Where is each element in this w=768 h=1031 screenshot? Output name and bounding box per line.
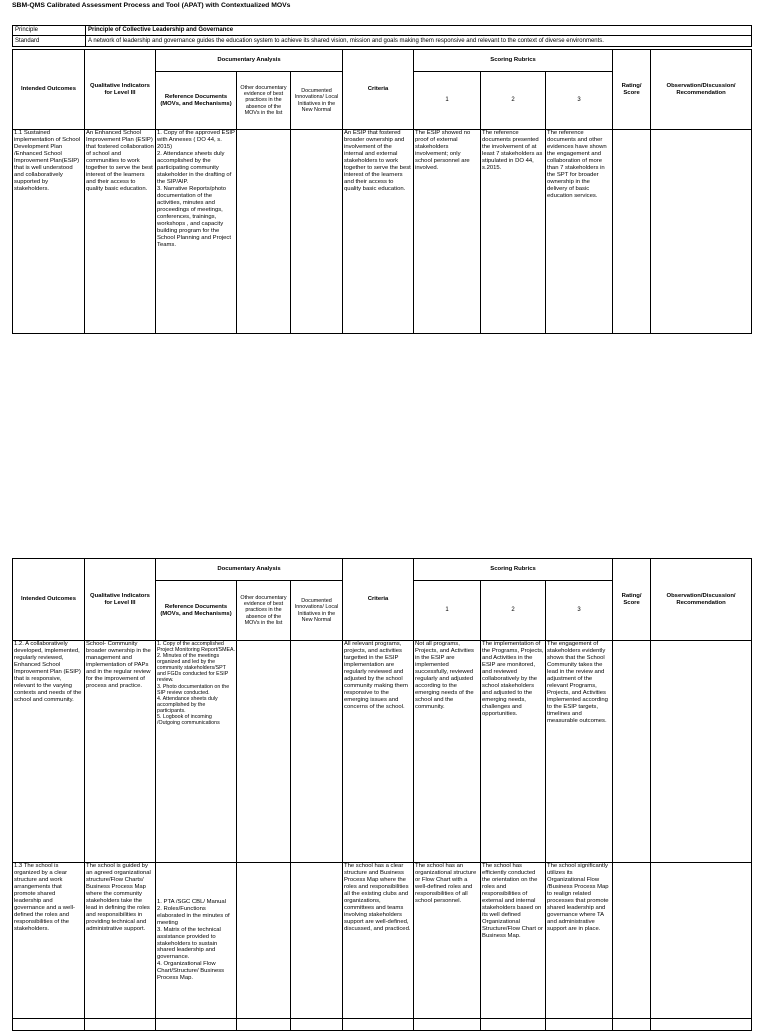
- qualitative-indicator: The school is guided by an agreed organizational structure/Flow Charts/ Business Process Map where the community stakeholders take the lead in defining the roles and responsibilities in providing technical and administrative support.: [85, 863, 156, 1019]
- document-title: SBM-QMS Calibrated Assessment Process and Tool (APAT) with Contextualized MOVs: [12, 2, 291, 9]
- innovations-cell[interactable]: [291, 641, 343, 863]
- rating-score-cell[interactable]: [613, 130, 651, 334]
- rubric-2: The school has efficiently conducted the orientation on the roles and responsibilities of external and internal stakeholders based on its well defined Organizational Structure/Flow Chart or Business Map.: [481, 863, 546, 1019]
- header-other-documentary: Other documentary evidence of best practices in the absence of the MOVs in the list: [237, 581, 291, 641]
- header-intended-outcomes: Intended Outcomes: [13, 559, 85, 641]
- qualitative-indicator: School- Community broader ownership in the management and implementation of PAPs and in the regular review for the improvement of process and practice.: [85, 641, 156, 863]
- header-score-1: 1: [414, 72, 481, 130]
- rubric-1: Not all programs, Projects, and Activities in the ESIP are implemented successfully, reviewed regularly and adjusted according to the emerging needs of the school and the community.: [414, 641, 481, 863]
- header-intended-outcomes: Intended Outcomes: [13, 50, 85, 130]
- table-row: [13, 130, 752, 334]
- header-score-3: 3: [546, 72, 613, 130]
- rubric-1: The school has an organizational structure or Flow Chart with a well-defined roles and responsibilities of all school personnel.: [414, 863, 481, 1019]
- header-score-2: 2: [481, 72, 546, 130]
- other-documentary-cell[interactable]: [237, 130, 291, 334]
- reference-documents: 1. PTA /SGC CBL/ Manual 2. Roles/Functions elaborated in the minutes of meeting 3. Matrix of the technical assistance provided to stakeholders to sustain shared leadership and governance. 4. Organizational Flow Chart/Structure/ Business Process Map.: [157, 898, 230, 982]
- header-documented-innovations: Documented Innovations/ Local Initiatives in the New Normal: [291, 581, 343, 641]
- header-rating-score: Rating/ Score: [613, 559, 651, 641]
- rubric-1: The ESIP showed no proof of external stakeholders involvement; only school personnel are involved.: [414, 130, 481, 334]
- intended-outcome: 1.3 The school is organized by a clear structure and work arrangements that promote shared leadership and governance and a well-defined the roles and responsibilities of the stakeholders.: [13, 863, 85, 1019]
- rating-score-cell[interactable]: [613, 641, 651, 863]
- header-documented-innovations: Documented Innovations/ Local Initiatives in the New Normal: [291, 72, 343, 130]
- other-documentary-cell[interactable]: [237, 641, 291, 863]
- header-observation: Observation/Discussion/ Recommendation: [651, 50, 752, 130]
- other-documentary-cell[interactable]: [237, 863, 291, 1019]
- header-rating-score: Rating/ Score: [613, 50, 651, 130]
- header-reference-documents: Reference Documents (MOVs, and Mechanisms): [156, 581, 237, 641]
- header-criteria: Criteria: [343, 50, 414, 130]
- rubric-2: The implementation of the Programs, Projects, and Activities in the ESIP are monitored, and reviewed collaboratively by the school stakeholders and adjusted to the emerging needs, challenges and opportunities.: [481, 641, 546, 863]
- rubric-3: The engagement of stakeholders evidently shows that the School Community takes the lead in the review and adjustment of the relevant Programs, Projects, and Activities implemented according to the ESIP targets, timelines and measurable outcomes.: [546, 641, 613, 863]
- table-row: [13, 641, 752, 863]
- standard-value: A network of leadership and governance guides the education system to achieve its shared vision, mission and goals making them responsive and relevant to the context of diverse environments.: [86, 36, 752, 47]
- header-score-1: 1: [414, 581, 481, 641]
- standard-label: Standard: [13, 36, 86, 47]
- innovations-cell[interactable]: [291, 863, 343, 1019]
- assessment-table-2: [12, 558, 752, 1031]
- qualitative-indicator: An Enhanced School Improvement Plan (ESIP) that fostered collaboration of school and communities to work together to serve the best interest of the learners and their access to quality basic education.: [85, 130, 156, 334]
- observation-cell[interactable]: [651, 863, 752, 1019]
- rating-score-cell[interactable]: [613, 863, 651, 1019]
- header-reference-documents: Reference Documents (MOVs, and Mechanisms): [156, 72, 237, 130]
- principle-value: Principle of Collective Leadership and Governance: [86, 26, 752, 36]
- principle-standard-table: [12, 25, 752, 47]
- assessment-table-1: [12, 49, 752, 334]
- reference-documents: 1. Copy of the accomplished Project Monitoring Report/SMEA. 2. Minutes of the meetings organized and led by the community stakeholders/SPT and FGDs conducted for ESIP review. 3. Photo documentation on the SIP review conducted. 4. Attendance sheets duly accomplished by the participants. 5. Logbook of incoming /Outgoing communications: [157, 641, 236, 727]
- intended-outcome: 1.1 Sustained implementation of School Development Plan /Enhanced School Improvement Plan(ESIP) that is well understood and collaboratively supported by stakeholders.: [13, 130, 85, 334]
- header-qualitative-indicators: Qualitative Indicators for Level III: [85, 50, 156, 130]
- header-documentary-analysis: Documentary Analysis: [156, 559, 343, 581]
- observation-cell[interactable]: [651, 130, 752, 334]
- rubric-3: The school significantly utilizes its Organizational Flow /Business Process Map to realign related processes that promote shared leadership and governance where TA and administrative support are in place.: [546, 863, 613, 1019]
- observation-cell[interactable]: [651, 641, 752, 863]
- table-row: [13, 863, 752, 1019]
- intended-outcome: 1.2. A collaboratively developed, implemented, regularly reviewed, Enhanced School Improvement Plan (ESIP) that is responsive, relevant to the varying contexts and needs of the school and community.: [13, 641, 85, 863]
- header-other-documentary: Other documentary evidence of best practices in the absence of the MOVs in the list: [237, 72, 291, 130]
- principle-label: Principle: [13, 26, 86, 36]
- header-qualitative-indicators: Qualitative Indicators for Level III: [85, 559, 156, 641]
- header-observation: Observation/Discussion/ Recommendation: [651, 559, 752, 641]
- header-documentary-analysis: Documentary Analysis: [156, 50, 343, 72]
- criteria: The school has a clear structure and Business Process Map where the roles and responsibilities all the existing clubs and organizations, committees and teams involving stakeholders support are well-defined, discussed, and practiced.: [343, 863, 414, 1019]
- reference-documents: 1. Copy of the approved ESIP with Annexes ( DO 44, s. 2015) 2. Attendance sheets duly accomplished by the participating community stakeholder in the drafting of the SIP/AIP. 3. Narrative Reports/photo documentation of the activities, minutes and proceedings of meetings, conferences, trainings, workshops , and capacity building program for the School Planning and Project Teams.: [157, 130, 235, 248]
- innovations-cell[interactable]: [291, 130, 343, 334]
- rubric-3: The reference documents and other evidences have shown the engagement and collaboration of more than 7 stakeholders in the SPT for broader ownership in the delivery of basic education services.: [546, 130, 613, 334]
- rubric-2: The reference documents presented the involvement of at least 7 stakeholders as stipulated in DO 44, s.2015.: [481, 130, 546, 334]
- criteria: An ESIP that fostered broader ownership and involvement of the internal and external stakeholders to work together to serve the best interest of the learners and their access to quality basic education.: [343, 130, 414, 334]
- table-row: [13, 1019, 752, 1031]
- header-score-3: 3: [546, 581, 613, 641]
- header-scoring-rubrics: Scoring Rubrics: [414, 50, 613, 72]
- header-scoring-rubrics: Scoring Rubrics: [414, 559, 613, 581]
- header-score-2: 2: [481, 581, 546, 641]
- criteria: All relevant programs, projects, and activities targetted in the ESIP implementation are regularly reviewed and adjusted by the school community making them responsive to the emerging issues and concerns of the school.: [343, 641, 414, 863]
- header-criteria: Criteria: [343, 559, 414, 641]
